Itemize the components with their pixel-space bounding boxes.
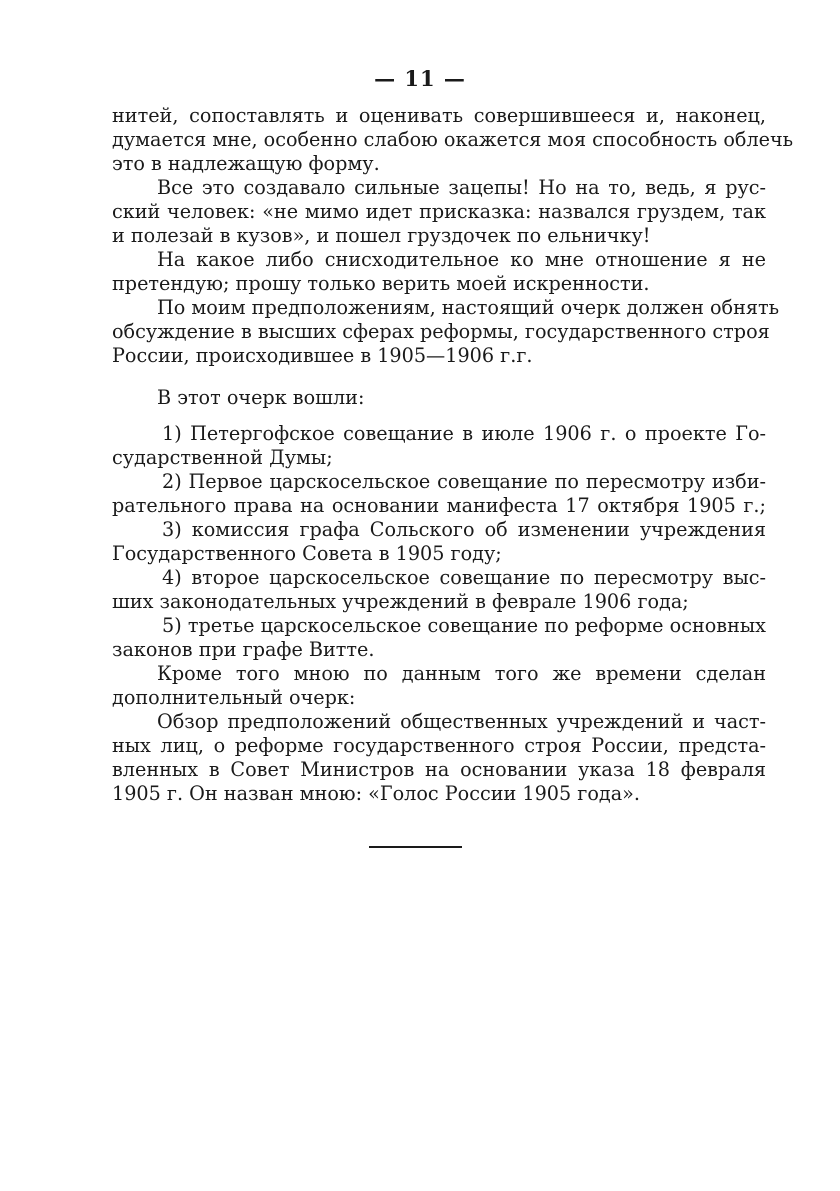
- text-line: России, происходившее в 1905—1906 г.г.: [112, 344, 533, 367]
- text-line: 3) комиссия графа Сольского об изменении учреждения: [162, 518, 766, 541]
- text-line: 4) второе царскосельское совещание по пересмотру выс-: [162, 566, 766, 589]
- text-line: сударственной Думы;: [112, 446, 333, 469]
- text-line: На какое либо снисходительное ко мне отношение я не: [157, 248, 766, 271]
- text-line: обсуждение в высших сферах реформы, государственного строя: [112, 320, 770, 343]
- text-line: ский человек: «не мимо идет присказка: назвался груздем, так: [112, 200, 766, 223]
- text-line: ших законодательных учреждений в феврале 1906 года;: [112, 590, 689, 613]
- text-line: рательного права на основании манифеста 17 октября 1905 г.;: [112, 494, 766, 517]
- paragraph: [112, 248, 766, 296]
- text-line: это в надлежащую форму.: [112, 152, 380, 175]
- list-item: [112, 470, 766, 518]
- list-item: [112, 566, 766, 614]
- list-item: [112, 422, 766, 470]
- page-number: — 11 —: [374, 66, 466, 91]
- text-line: ных лиц, о реформе государственного строя России, предста-: [112, 734, 766, 757]
- text-line: вленных в Совет Министров на основании указа 18 февраля: [112, 758, 766, 781]
- text-line: 5) третье царскосельское совещание по реформе основных: [162, 614, 766, 637]
- text-line: 2) Первое царскосельское совещание по пересмотру изби-: [162, 470, 766, 493]
- text-line: претендую; прошу только верить моей искренности.: [112, 272, 650, 295]
- text-line: нитей, сопоставлять и оценивать совершившееся и, наконец,: [112, 104, 766, 127]
- text-line: Государственного Совета в 1905 году;: [112, 542, 502, 565]
- list-item: [112, 614, 766, 662]
- list-intro: В этот очерк вошли:: [157, 386, 365, 409]
- text-line: Кроме того мною по данным того же времени сделан: [157, 662, 766, 685]
- text-line: законов при графе Витте.: [112, 638, 375, 661]
- text-line: и полезай в кузов», и пошел груздочек по ельничку!: [112, 224, 651, 247]
- body-text: [112, 104, 794, 806]
- paragraph: [112, 710, 766, 806]
- list: [112, 422, 766, 662]
- section-separator: [369, 846, 462, 848]
- paragraph: [112, 662, 766, 710]
- list-item: [112, 518, 766, 566]
- text-line: Обзор предположений общественных учреждений и част-: [157, 710, 766, 733]
- text-line: По моим предположениям, настоящий очерк должен обнять: [157, 296, 780, 319]
- paragraph: [112, 104, 794, 176]
- paragraph: [112, 296, 780, 368]
- text-line: думается мне, особенно слабою окажется моя способность облечь: [112, 128, 794, 151]
- list-intro-paragraph: [112, 386, 766, 410]
- text-line: Все это создавало сильные зацепы! Но на то, ведь, я рус-: [157, 176, 766, 199]
- text-line: 1905 г. Он назван мною: «Голос России 1905 года».: [112, 782, 640, 805]
- paragraph: [112, 176, 766, 248]
- text-line: 1) Петергофское совещание в июле 1906 г. о проекте Го-: [162, 422, 766, 445]
- text-line: дополнительный очерк:: [112, 686, 356, 709]
